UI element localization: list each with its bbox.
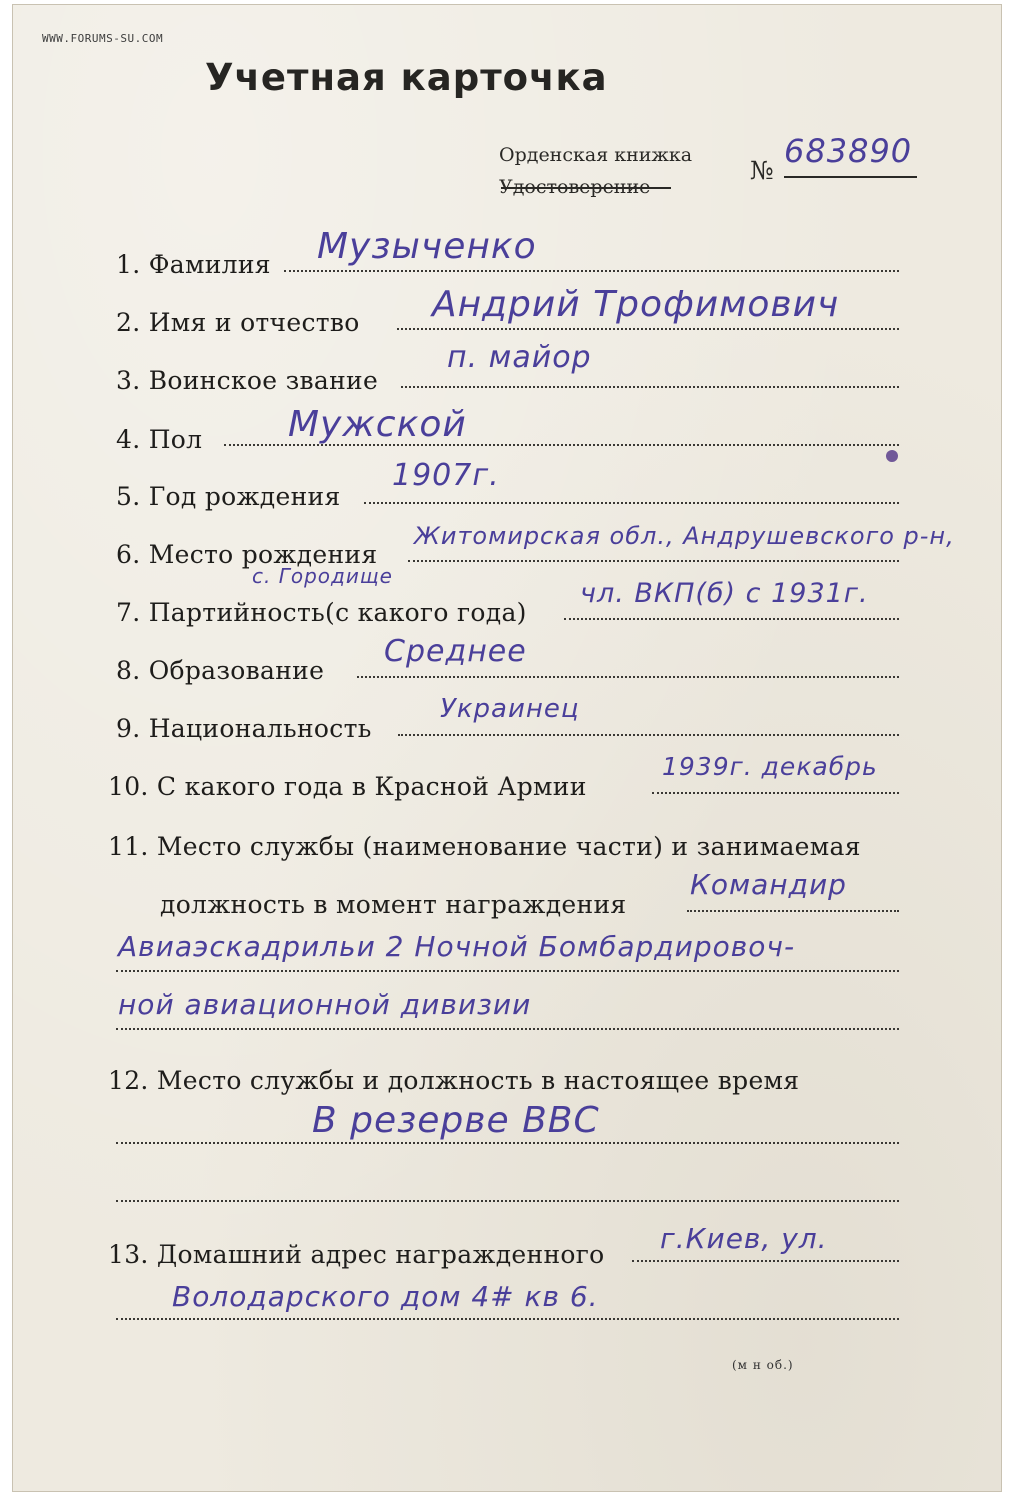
field-10-label: 10. С какого года в Красной Армии xyxy=(108,772,587,801)
field-5-value: 1907г. xyxy=(392,458,500,493)
field-11-value-2: Авиаэскадрильи 2 Ночной Бомбардировоч- xyxy=(118,930,796,963)
footer-code: (м н об.) xyxy=(732,1358,794,1372)
field-1-label: 1. Фамилия xyxy=(116,250,271,279)
certificate-strikethrough xyxy=(501,187,671,189)
field-5-label: 5. Год рождения xyxy=(116,482,341,511)
order-book-number: 683890 xyxy=(784,132,913,170)
field-9-label: 9. Национальность xyxy=(116,714,372,743)
field-13-label: 13. Домашний адрес награжденного xyxy=(108,1240,605,1269)
field-8-line xyxy=(357,676,899,678)
field-13-line-1 xyxy=(632,1260,899,1262)
number-sign: № xyxy=(750,156,774,185)
field-8-value: Среднее xyxy=(384,634,527,669)
field-1-value: Музыченко xyxy=(317,226,537,267)
field-10-line xyxy=(652,792,899,794)
field-7-label: 7. Партийность(с какого года) xyxy=(116,598,527,627)
field-3-label: 3. Воинское звание xyxy=(116,366,379,395)
field-6-value-2: с. Городище xyxy=(252,564,393,588)
field-9-line xyxy=(398,734,899,736)
field-11-line-3 xyxy=(116,1028,899,1030)
field-6-line xyxy=(408,560,899,562)
field-13-value-1: г.Киев, ул. xyxy=(660,1222,828,1255)
watermark: WWW.FORUMS-SU.COM xyxy=(42,32,164,45)
ink-blot xyxy=(886,450,898,462)
field-2-label: 2. Имя и отчество xyxy=(116,308,360,337)
field-4-value: Мужской xyxy=(288,404,467,445)
field-12-label: 12. Место службы и должность в настоящее время xyxy=(108,1066,800,1095)
field-11-label-1: 11. Место службы (наименование части) и занимаемая xyxy=(108,832,861,861)
field-13-value-2: Володарского дом 4# кв 6. xyxy=(172,1280,599,1313)
field-3-value: п. майор xyxy=(447,340,592,375)
field-13-line-2 xyxy=(116,1318,899,1320)
field-6-label: 6. Место рождения xyxy=(116,540,378,569)
field-2-value: Андрий Трофимович xyxy=(432,284,840,325)
certificate-label: Удостоверение xyxy=(499,176,651,198)
field-11-value-3: ной авиационной дивизии xyxy=(118,988,532,1021)
registration-card xyxy=(12,4,1002,1492)
field-9-value: Украинец xyxy=(440,694,580,724)
field-11-label-2: должность в момент награждения xyxy=(160,890,627,919)
field-2-line xyxy=(397,328,899,330)
card-title: Учетная карточка xyxy=(205,56,608,99)
field-7-line xyxy=(564,618,899,620)
field-11-value-1: Командир xyxy=(690,868,847,901)
order-book-label: Орденская книжка xyxy=(499,144,693,166)
field-3-line xyxy=(401,386,899,388)
field-12-line-1 xyxy=(116,1142,899,1144)
field-1-line xyxy=(284,270,899,272)
field-10-value: 1939г. декабрь xyxy=(662,752,878,781)
field-4-label: 4. Пол xyxy=(116,425,203,454)
field-12-value: В резерве ВВС xyxy=(312,1100,600,1141)
field-7-value: чл. ВКП(б) с 1931г. xyxy=(580,578,869,609)
number-line xyxy=(784,176,917,178)
field-8-label: 8. Образование xyxy=(116,656,325,685)
field-5-line xyxy=(364,502,899,504)
field-11-line-2 xyxy=(116,970,899,972)
field-6-value: Житомирская обл., Андрушевского р-н, xyxy=(414,522,955,550)
field-12-line-2 xyxy=(116,1200,899,1202)
field-11-line-1 xyxy=(687,910,899,912)
